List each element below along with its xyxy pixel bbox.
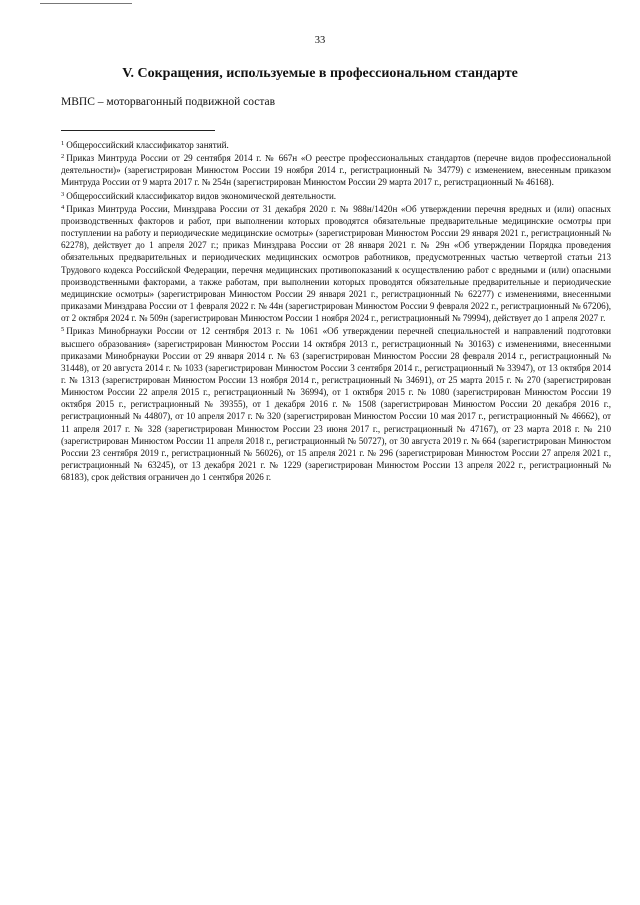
footnote-4: [61, 202, 611, 325]
section-heading: V. Сокращения, используемые в профессиональном стандарте: [122, 66, 518, 81]
page-number: 33: [314, 35, 326, 46]
footnote-mark: 2: [61, 153, 65, 161]
footnote-text: Общероссийский классификатор занятий.: [66, 140, 229, 150]
footnote-text: Общероссийский классификатор видов экономической деятельности.: [66, 190, 337, 201]
footnote-mark: 5: [61, 326, 65, 334]
footnotes-block: [61, 138, 611, 483]
footnote-text: Приказ Минтруда России, Минздрава России от 31 декабря 2020 г. № 988н/1420н «Об утверждении перечня вредных и (или) опасных производственных факторов и работ, при выполнении которых проводятся обязательные предварительные медицинские осмотры при поступлении на работу и периодические медицинские осмотры» (зарегистрирован Минюстом России 29 января 2021 г., регистрационный № 62278), действует до 1 апреля 2027 г.; приказ Минздрава России от 28 января 2021 г. № 29н «Об утверждении Порядка проведения обязательных предварительных и периодических медицинских осмотров работников, предусмотренных частью четвертой статьи 213 Трудового кодекса Российской Федерации, перечня медицинских противопоказаний к осуществлению работ с вредными и (или) опасными производственными факторами, а также работам, при выполнении которых проводятся обязательные предварительные и периодические медицинские осмотры» (зарегистрирован Минюстом России 29 января 2021 г., регистрационный № 62277) с изменениями, внесенными приказами Минздрава России от 1 февраля 2022 г. № 44н (зарегистрирован Минюстом России 9 февраля 2022 г., регистрационный № 67206), от 2 октября 2024 г. № 509н (зарегистрирован Минюстом России 1 ноября 2024 г., регистрационный № 79994), действует до 1 апреля 2027 г.: [61, 203, 611, 324]
footnote-text: Приказ Минтруда России от 29 сентября 2014 г. № 667н «О реестре профессиональных стандартов (перечне видов профессиональной деятельности)» (зарегистрирован Минюстом России 19 ноября 2014 г., регистрационный № 34779) с изменением, внесенным приказом Минтруда России от 9 марта 2017 г. № 254н (зарегистрирован Минюстом России 29 марта 2017 г., регистрационный № 46168).: [61, 153, 611, 188]
abbreviation-entry: МВПС – моторвагонный подвижной состав: [61, 96, 276, 108]
footnote-2: [61, 151, 611, 188]
footnote-mark: 4: [61, 203, 65, 211]
footnote-3: [61, 189, 611, 202]
top-divider: [40, 3, 132, 4]
footnote-mark: 3: [61, 190, 65, 198]
footnote-mark: 1: [61, 140, 65, 147]
footnote-text: Приказ Минобрнауки России от 12 сентября 2013 г. № 1061 «Об утверждении перечней специальностей и направлений подготовки высшего образования» (зарегистрирован Минюстом России 14 октября 2013 г., регистрационный № 30163) с изменениями, внесенными приказами Минобрнауки России от 29 января 2014 г. № 63 (зарегистрирован Минюстом России 28 февраля 2014 г., регистрационный № 31448), от 20 августа 2014 г. № 1033 (зарегистрирован Минюстом России 3 сентября 2014 г., регистрационный № 33947), от 13 октября 2014 г. № 1313 (зарегистрирован Минюстом России 13 ноября 2014 г., регистрационный № 34691), от 25 марта 2015 г. № 270 (зарегистрирован Минюстом России 22 апреля 2015 г., регистрационный № 36994), от 1 октября 2015 г. № 1080 (зарегистрирован Минюстом России 19 октября 2015 г., регистрационный № 39355), от 1 декабря 2016 г. № 1508 (зарегистрирован Минюстом России 20 декабря 2016 г., регистрационный № 44807), от 10 апреля 2017 г. № 320 (зарегистрирован Минюстом России 10 мая 2017 г., регистрационный № 46662), от 11 апреля 2017 г. № 328 (зарегистрирован Минюстом России 23 июня 2017 г., регистрационный № 47167), от 23 марта 2018 г. № 210 (зарегистрирован Минюстом России 11 апреля 2018 г., регистрационный № 50727), от 30 августа 2019 г. № 664 (зарегистрирован Минюстом России 23 сентября 2019 г., регистрационный № 56026), от 15 апреля 2021 г. № 296 (зарегистрирован Минюстом России 27 апреля 2021 г., регистрационный № 63245), от 13 декабря 2021 г. № 1229 (зарегистрирован Минюстом России 13 апреля 2022 г., регистрационный № 68183), срок действия ограничен до 1 сентября 2026 г.: [61, 326, 611, 483]
footnote-5: [61, 324, 611, 483]
footnote-1: [61, 138, 611, 151]
footnote-separator: [61, 130, 215, 131]
